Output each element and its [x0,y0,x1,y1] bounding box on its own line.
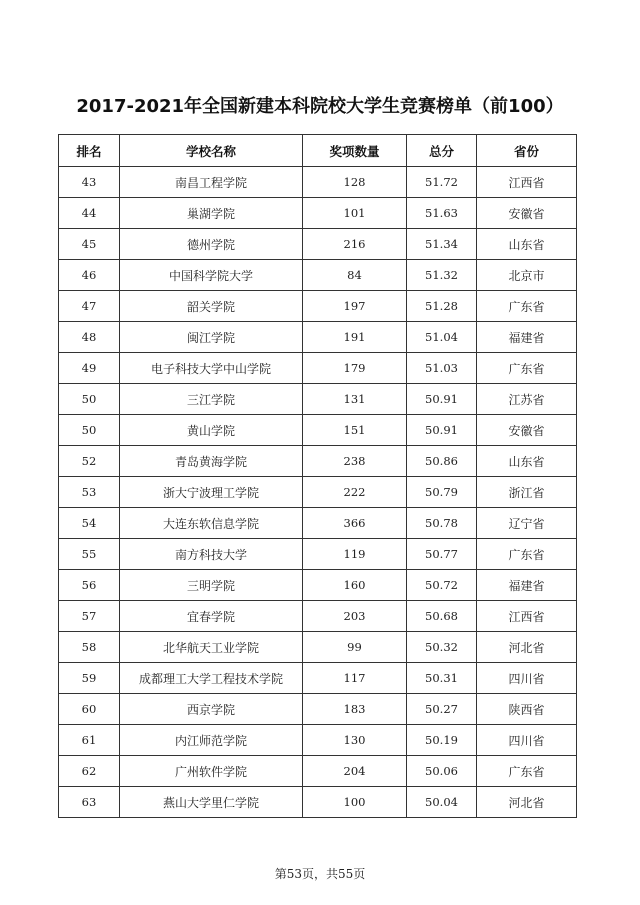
province-cell: 广东省 [477,539,577,570]
province-cell: 浙江省 [477,477,577,508]
total-score-cell: 50.79 [407,477,477,508]
award-count-cell: 366 [303,508,407,539]
province-cell: 四川省 [477,725,577,756]
rank-cell: 62 [59,756,120,787]
province-cell: 四川省 [477,663,577,694]
table-row [59,322,577,353]
school-name-cell: 北华航天工业学院 [120,632,303,663]
school-name-cell: 南昌工程学院 [120,167,303,198]
rank-cell: 59 [59,663,120,694]
rank-cell: 58 [59,632,120,663]
table-row [59,787,577,818]
table-row [59,601,577,632]
province-cell: 江西省 [477,601,577,632]
school-name-cell: 黄山学院 [120,415,303,446]
total-score-cell: 50.19 [407,725,477,756]
school-name-cell: 南方科技大学 [120,539,303,570]
school-name-cell: 三明学院 [120,570,303,601]
award-count-cell: 222 [303,477,407,508]
total-score-cell: 51.04 [407,322,477,353]
award-count-cell: 84 [303,260,407,291]
rank-cell: 47 [59,291,120,322]
province-cell: 北京市 [477,260,577,291]
school-name-cell: 闽江学院 [120,322,303,353]
school-name-cell: 内江师范学院 [120,725,303,756]
table-row [59,477,577,508]
table-row [59,167,577,198]
header-total-score: 总分 [407,135,477,167]
table-row [59,198,577,229]
total-score-cell: 50.86 [407,446,477,477]
school-name-cell: 三江学院 [120,384,303,415]
province-cell: 安徽省 [477,415,577,446]
table-row [59,632,577,663]
table-row [59,291,577,322]
province-cell: 河北省 [477,787,577,818]
total-score-cell: 50.91 [407,415,477,446]
province-cell: 陕西省 [477,694,577,725]
school-name-cell: 广州软件学院 [120,756,303,787]
award-count-cell: 128 [303,167,407,198]
award-count-cell: 151 [303,415,407,446]
award-count-cell: 203 [303,601,407,632]
province-cell: 广东省 [477,353,577,384]
province-cell: 山东省 [477,229,577,260]
table-row [59,384,577,415]
rank-cell: 45 [59,229,120,260]
award-count-cell: 119 [303,539,407,570]
award-count-cell: 160 [303,570,407,601]
school-name-cell: 德州学院 [120,229,303,260]
table-row [59,415,577,446]
table-row [59,260,577,291]
total-score-cell: 50.68 [407,601,477,632]
award-count-cell: 179 [303,353,407,384]
total-score-cell: 50.78 [407,508,477,539]
award-count-cell: 130 [303,725,407,756]
school-name-cell: 浙大宁波理工学院 [120,477,303,508]
header-rank: 排名 [59,135,120,167]
award-count-cell: 204 [303,756,407,787]
province-cell: 广东省 [477,756,577,787]
award-count-cell: 183 [303,694,407,725]
table-body [59,167,577,818]
school-name-cell: 韶关学院 [120,291,303,322]
ranking-table [58,134,577,818]
table-row [59,508,577,539]
award-count-cell: 197 [303,291,407,322]
award-count-cell: 131 [303,384,407,415]
school-name-cell: 宜春学院 [120,601,303,632]
award-count-cell: 101 [303,198,407,229]
header-province: 省份 [477,135,577,167]
rank-cell: 60 [59,694,120,725]
rank-cell: 55 [59,539,120,570]
award-count-cell: 117 [303,663,407,694]
total-score-cell: 51.63 [407,198,477,229]
award-count-cell: 100 [303,787,407,818]
rank-cell: 49 [59,353,120,384]
total-score-cell: 50.27 [407,694,477,725]
school-name-cell: 成都理工大学工程技术学院 [120,663,303,694]
total-score-cell: 51.32 [407,260,477,291]
header-award-count: 奖项数量 [303,135,407,167]
table-row [59,229,577,260]
table-row [59,756,577,787]
province-cell: 山东省 [477,446,577,477]
school-name-cell: 电子科技大学中山学院 [120,353,303,384]
total-score-cell: 51.03 [407,353,477,384]
total-score-cell: 50.04 [407,787,477,818]
page-title: 2017-2021年全国新建本科院校大学生竞赛榜单（前100） [76,96,564,117]
province-cell: 辽宁省 [477,508,577,539]
province-cell: 广东省 [477,291,577,322]
rank-cell: 46 [59,260,120,291]
award-count-cell: 99 [303,632,407,663]
school-name-cell: 大连东软信息学院 [120,508,303,539]
rank-cell: 56 [59,570,120,601]
total-score-cell: 51.72 [407,167,477,198]
rank-cell: 50 [59,384,120,415]
award-count-cell: 216 [303,229,407,260]
total-score-cell: 50.32 [407,632,477,663]
total-score-cell: 51.34 [407,229,477,260]
province-cell: 河北省 [477,632,577,663]
school-name-cell: 中国科学院大学 [120,260,303,291]
table-row [59,663,577,694]
table-row [59,570,577,601]
table-row [59,353,577,384]
page-number: 第53页，共55页 [274,867,366,881]
total-score-cell: 50.77 [407,539,477,570]
rank-cell: 44 [59,198,120,229]
province-cell: 江西省 [477,167,577,198]
award-count-cell: 191 [303,322,407,353]
total-score-cell: 50.72 [407,570,477,601]
award-count-cell: 238 [303,446,407,477]
school-name-cell: 青岛黄海学院 [120,446,303,477]
total-score-cell: 50.91 [407,384,477,415]
rank-cell: 63 [59,787,120,818]
province-cell: 福建省 [477,570,577,601]
province-cell: 安徽省 [477,198,577,229]
rank-cell: 61 [59,725,120,756]
header-school-name: 学校名称 [120,135,303,167]
total-score-cell: 50.31 [407,663,477,694]
rank-cell: 52 [59,446,120,477]
rank-cell: 43 [59,167,120,198]
table-row [59,539,577,570]
total-score-cell: 50.06 [407,756,477,787]
school-name-cell: 燕山大学里仁学院 [120,787,303,818]
school-name-cell: 巢湖学院 [120,198,303,229]
school-name-cell: 西京学院 [120,694,303,725]
table-header-row [59,135,577,167]
table-row [59,725,577,756]
rank-cell: 48 [59,322,120,353]
rank-cell: 54 [59,508,120,539]
rank-cell: 53 [59,477,120,508]
table-row [59,446,577,477]
total-score-cell: 51.28 [407,291,477,322]
rank-cell: 50 [59,415,120,446]
table-row [59,694,577,725]
province-cell: 江苏省 [477,384,577,415]
rank-cell: 57 [59,601,120,632]
province-cell: 福建省 [477,322,577,353]
